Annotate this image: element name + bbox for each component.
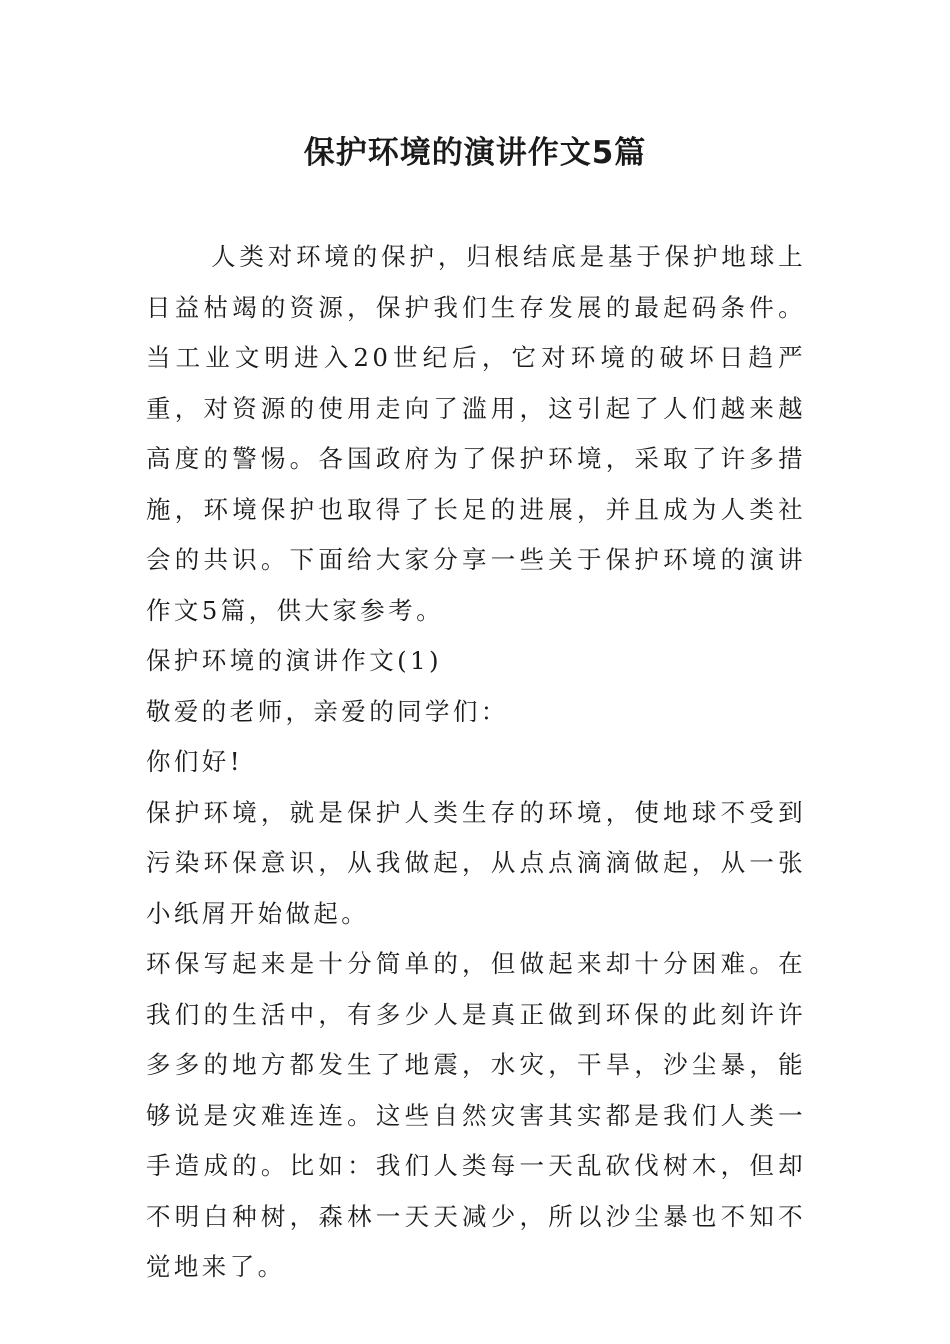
intro-paragraph: 人类对环境的保护，归根结底是基于保护地球上日益枯竭的资源，保护我们生存发展的最起码条件。当工业文明进入20世纪后，它对环境的破坏日趋严重，对资源的使用走向了滥用，这引起了人们越来越高度的警惕。各国政府为了保护环境，采取了许多措施，环境保护也取得了长足的进展，并且成为人类社会的共识。下面给大家分享一些关于保护环境的演讲作文5篇，供大家参考。 — [146, 242, 806, 625]
document-body — [146, 232, 806, 1293]
salutation: 敬爱的老师，亲爱的同学们： — [146, 696, 509, 726]
section-heading: 保护环境的演讲作文(1) — [146, 646, 443, 675]
body-paragraph: 环保写起来是十分简单的，但做起来却十分困难。在我们的生活中，有多少人是真正做到环保的此刻许许多多的地方都发生了地震，水灾，干旱，沙尘暴，能够说是灾难连连。这些自然灾害其实都是我们人类一手造成的。比如：我们人类每一天乱砍伐树木，但却不明白种树，森林一天天减少，所以沙尘暴也不知不觉地来了。 — [146, 949, 806, 1281]
greeting: 你们好! — [146, 747, 243, 776]
body-paragraph: 保护环境，就是保护人类生存的环境，使地球不受到污染环保意识，从我做起，从点点滴滴做起，从一张小纸屑开始做起。 — [146, 797, 806, 928]
document-title: 保护环境的演讲作文5篇 — [303, 135, 647, 171]
